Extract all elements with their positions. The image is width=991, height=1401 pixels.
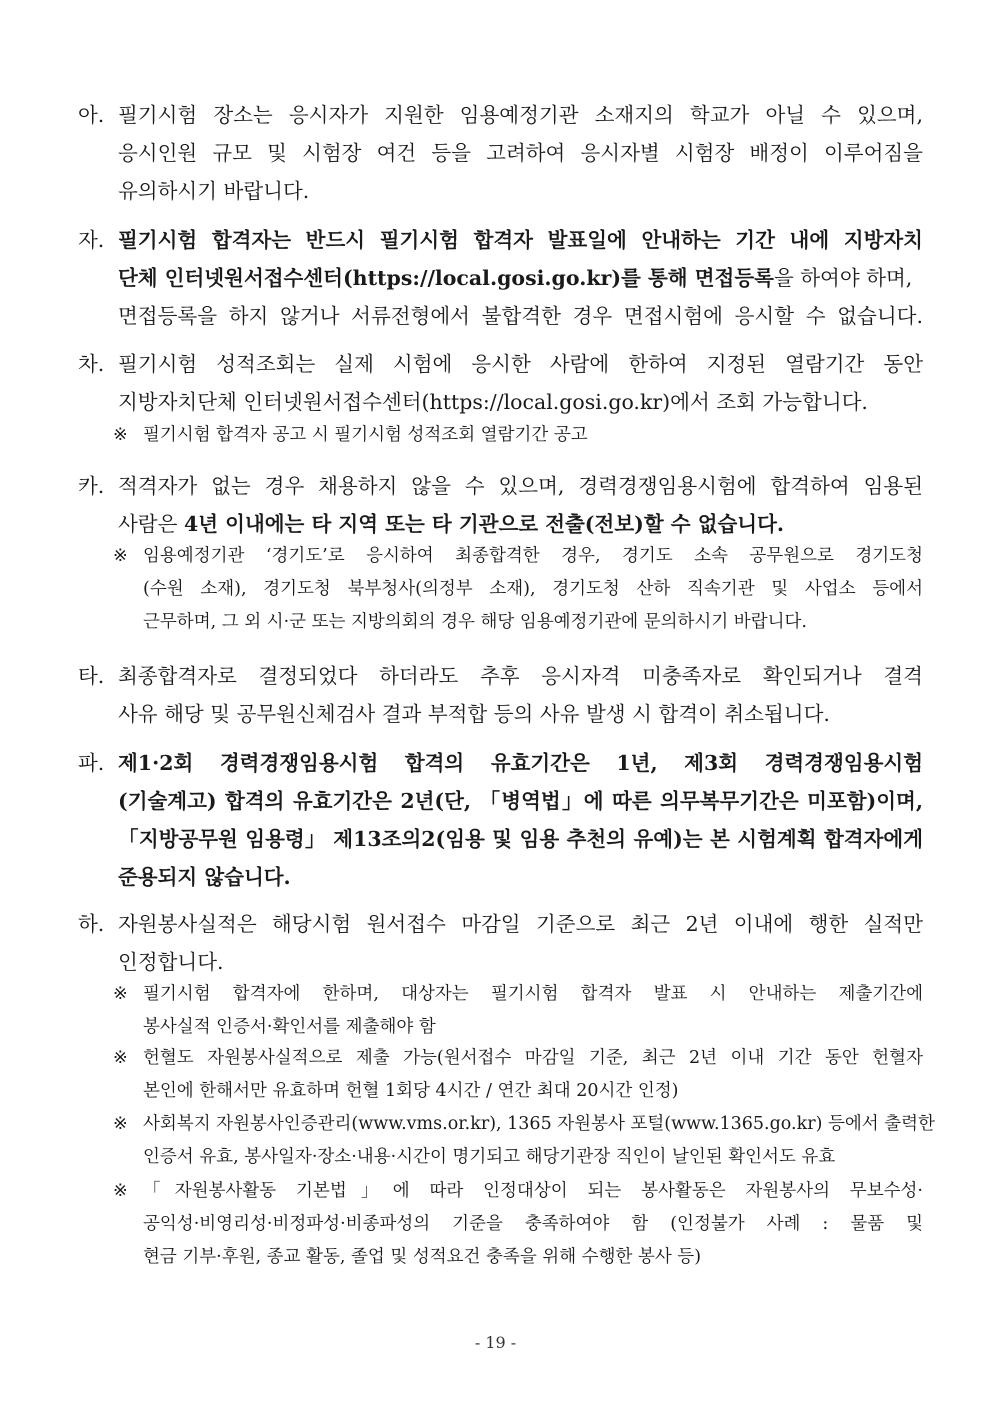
regular-text: 사람은 <box>118 512 184 536</box>
note <box>113 1042 923 1108</box>
list-item-ta <box>78 658 923 730</box>
list-item-a <box>78 97 923 205</box>
list-item-pa <box>78 745 923 891</box>
item-text-line: 최종합격자로 결정되었다 하더라도 추후 응시자격 미충족자로 확인되거나 결격 <box>118 664 923 688</box>
regular-text: 을 하여야 하며, <box>773 266 913 290</box>
note-line: 헌혈도 자원봉사실적으로 제출 가능(원서접수 마감일 기준, 최근 2년 이내 기간 동안 헌혈자 <box>143 1048 923 1068</box>
item-marker: 카. <box>78 474 105 498</box>
note-line: (수원 소재), 경기도청 북부청사(의정부 소재), 경기도청 산하 직속기관 및 사업소 등에서 <box>143 579 923 599</box>
note-line: 공익성·비영리성·비정파성·비종파성의 기준을 충족하여야 함 (인정불가 사례 : 물품 및 <box>143 1214 923 1234</box>
note-mark: ※ <box>113 425 128 445</box>
note-line: 필기시험 합격자 공고 시 필기시험 성적조회 열람기간 공고 <box>143 425 588 445</box>
bold-text: 단체 인터넷원서접수센터(https://local.gosi.go.kr)를 통해 면접등록 <box>118 266 774 290</box>
list-item-ja <box>78 222 923 330</box>
item-text-line: 유의하시기 바랍니다. <box>118 179 310 203</box>
note-line: 본인에 한해서만 유효하며 헌혈 1회당 4시간 / 연간 최대 20시간 인정) <box>143 1081 679 1101</box>
note-line: 봉사실적 인증서·확인서를 제출해야 함 <box>143 1017 436 1037</box>
note-mark: ※ <box>113 1114 128 1134</box>
bold-text: 4년 이내에는 타 지역 또는 타 기관으로 전출(전보)할 수 없습니다. <box>183 512 785 536</box>
item-text-line-mixed <box>118 506 923 542</box>
item-text-line-mixed <box>118 260 923 296</box>
item-text-line: 적격자가 없는 경우 채용하지 않을 수 있으며, 경력경쟁임용시험에 합격하여 임용된 <box>118 474 923 498</box>
item-text-line: 자원봉사실적은 해당시험 원서접수 마감일 기준으로 최근 2년 이내에 행한 실적만 <box>118 912 923 936</box>
note-line: 임용예정기관 ‘경기도’로 응시하여 최종합격한 경우, 경기도 소속 공무원으로 경기도청 <box>143 546 923 566</box>
note <box>113 1175 923 1275</box>
note <box>113 419 923 451</box>
note-mark: ※ <box>113 1181 128 1201</box>
item-marker: 아. <box>78 103 105 127</box>
item-text-line: 면접등록을 하지 않거나 서류전형에서 불합격한 경우 면접시험에 응시할 수 없습니다. <box>118 304 923 328</box>
note-line: 인증서 유효, 봉사일자·장소·내용·시간이 명기되고 해당기관장 직인이 날인된 확인서도 유효 <box>143 1147 836 1167</box>
item-text-line: 인정합니다. <box>118 950 224 974</box>
item-text-line: 제1·2회 경력경쟁임용시험 합격의 유효기간은 1년, 제3회 경력경쟁임용시험 <box>118 751 923 775</box>
item-text-line: 필기시험 성적조회는 실제 시험에 응시한 사람에 한하여 지정된 열람기간 동안 <box>118 352 923 376</box>
item-marker: 차. <box>78 352 105 376</box>
note-mark: ※ <box>113 546 128 566</box>
item-text-line: 필기시험 합격자는 반드시 필기시험 합격자 발표일에 안내하는 기간 내에 지방자치 <box>118 228 923 252</box>
note-line: 현금 기부·후원, 종교 활동, 졸업 및 성적요건 충족을 위해 수행한 봉사 등) <box>143 1247 702 1267</box>
item-text-line: (기술계고) 합격의 유효기간은 2년(단, 「병역법」에 따른 의무복무기간은 미포함)이며, <box>118 789 923 813</box>
note-mark: ※ <box>113 1048 128 1068</box>
note <box>113 978 923 1044</box>
list-item-ka <box>78 468 923 540</box>
note <box>113 540 923 640</box>
list-item-ha <box>78 906 923 978</box>
item-text-line: 「지방공무원 임용령」 제13조의2(임용 및 임용 추천의 유예)는 본 시험계획 합격자에게 <box>118 827 923 851</box>
note-line: 근무하며, 그 외 시·군 또는 지방의회의 경우 해당 임용예정기관에 문의하시기 바랍니다. <box>143 612 807 632</box>
item-marker: 하. <box>78 912 105 936</box>
item-text-line: 준용되지 않습니다. <box>118 865 291 889</box>
note-line: 필기시험 합격자에 한하며, 대상자는 필기시험 합격자 발표 시 안내하는 제출기간에 <box>143 984 923 1004</box>
note <box>113 1108 935 1174</box>
item-text-line: 지방자치단체 인터넷원서접수센터(https://local.gosi.go.kr)에서 조회 가능합니다. <box>118 390 868 414</box>
item-text-line: 응시인원 규모 및 시험장 여건 등을 고려하여 응시자별 시험장 배정이 이루어짐을 <box>118 141 923 165</box>
item-marker: 타. <box>78 664 105 688</box>
list-item-cha <box>78 346 923 418</box>
item-marker: 파. <box>78 751 105 775</box>
note-mark: ※ <box>113 984 128 1004</box>
item-text-line: 필기시험 장소는 응시자가 지원한 임용예정기관 소재지의 학교가 아닐 수 있으며, <box>118 103 923 127</box>
page-number: - 19 - <box>474 1333 517 1352</box>
item-text-line: 사유 해당 및 공무원신체검사 결과 부적합 등의 사유 발생 시 합격이 취소됩니다. <box>118 702 830 726</box>
item-marker: 자. <box>78 228 105 252</box>
note-line: 「자원봉사활동 기본법」에 따라 인정대상이 되는 봉사활동은 자원봉사의 무보수성· <box>143 1181 923 1201</box>
note-line: 사회복지 자원봉사인증관리(www.vms.or.kr), 1365 자원봉사 포털(www.1365.go.kr) 등에서 출력한 <box>143 1114 935 1134</box>
